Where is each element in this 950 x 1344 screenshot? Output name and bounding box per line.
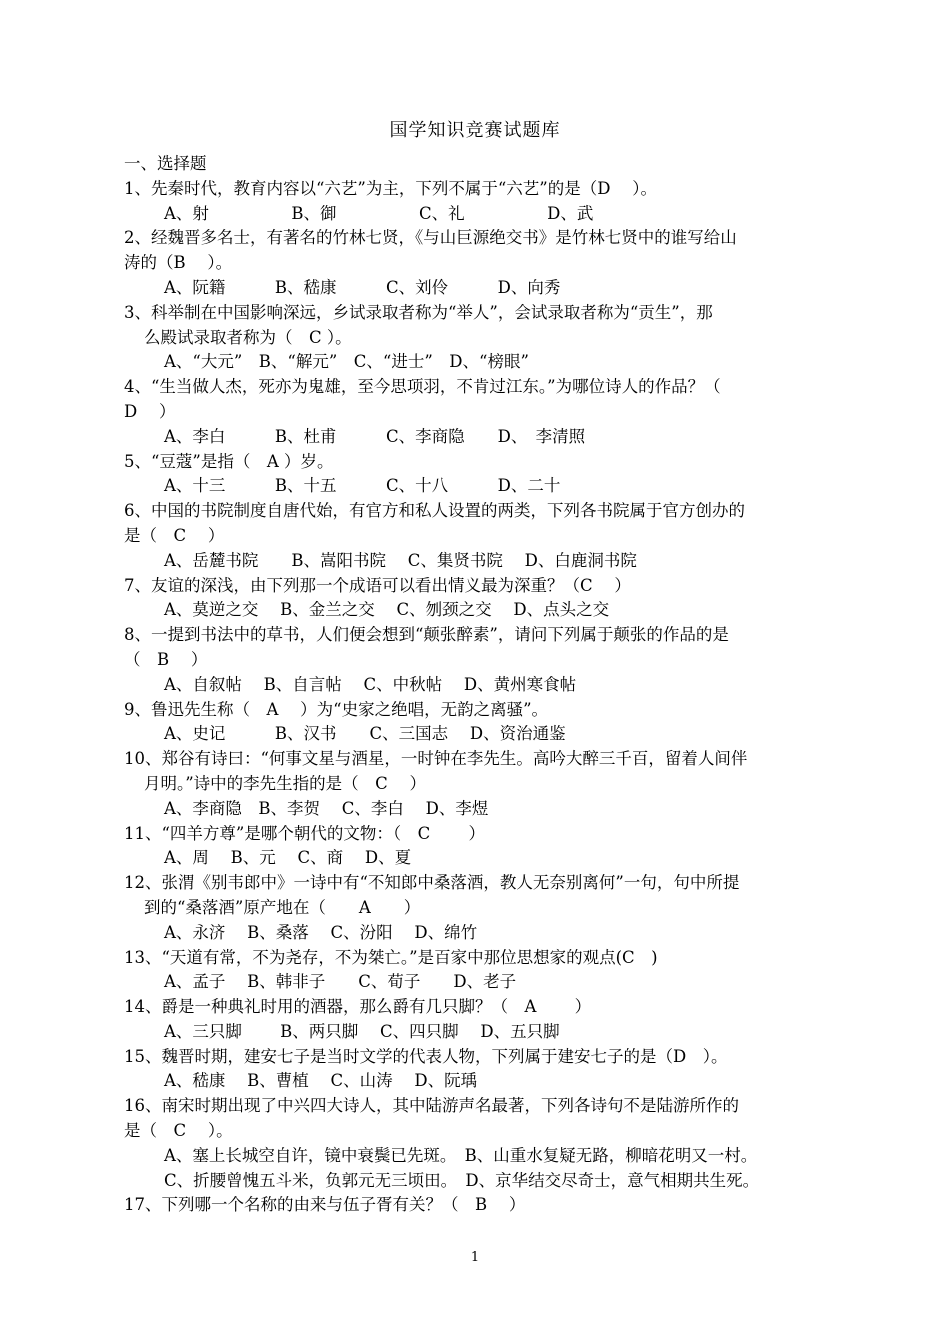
answer-options: A、阮籍 B、嵇康 C、刘伶 D、向秀	[164, 277, 561, 297]
question-text-line: 涛的（B ）。	[124, 253, 233, 273]
question-text-line: 15、魏晋时期，建安七子是当时文学的代表人物，下列属于建安七子的是（D ）。	[124, 1046, 728, 1066]
question-text-line: 11、“四羊方尊”是哪个朝代的文物：（ C ）	[124, 823, 485, 843]
answer-options: A、莫逆之交 B、金兰之交 C、刎颈之交 D、点头之交	[164, 600, 610, 620]
answer-options: A、李商隐 B、李贺 C、李白 D、李煜	[164, 798, 489, 818]
answer-options: A、永济 B、桑落 C、汾阳 D、绵竹	[164, 922, 478, 942]
question-text-line: 6、中国的书院制度自唐代始，有官方和私人设置的两类，下列各书院属于官方创办的	[124, 501, 745, 521]
answer-options: C、折腰曾愧五斗米，负郭元无三顷田。 D、京华结交尽奇士，意气相期共生死。	[164, 1170, 760, 1190]
answer-options: A、“大元” B、“解元” C、“进士” D、“榜眼”	[164, 352, 529, 372]
question-text-line: 一、选择题	[124, 154, 207, 173]
question-text-line: 10、郑谷有诗曰：“何事文星与酒星，一时钟在李先生。高吟大醉三千百，留着人间伴	[124, 749, 748, 769]
answer-options: A、周 B、元 C、商 D、夏	[164, 848, 412, 868]
page-title: 国学知识竞赛试题库	[389, 120, 561, 141]
question-text-line: 7、友谊的深浅，由下列那一个成语可以看出情义最为深重？（C ）	[124, 575, 631, 595]
question-text-line: 8、一提到书法中的草书，人们便会想到“颠张醉素”，请问下列属于颠张的作品的是	[124, 625, 729, 645]
question-text-line: 1、先秦时代，教育内容以“六艺”为主，下列不属于“六艺”的是（D ）。	[124, 178, 657, 198]
answer-options: A、嵇康 B、曹植 C、山涛 D、阮瑀	[164, 1071, 478, 1091]
question-list	[124, 152, 832, 1218]
question-text-line: 13、“天道有常，不为尧存，不为桀亡。”是百家中那位思想家的观点(C )	[124, 947, 658, 967]
question-text-line: 月明。”诗中的李先生指的是（ C ）	[144, 773, 427, 793]
question-text-line: 到的“桑落酒”原产地在（ A ）	[144, 897, 421, 917]
question-text-line: 12、张渭《别韦郎中》一诗中有“不知郎中桑落酒，教人无奈别离何”一句，句中所提	[124, 873, 740, 893]
answer-options: A、史记 B、汉书 C、三国志 D、资治通鉴	[164, 724, 566, 744]
answer-options: A、岳麓书院 B、嵩阳书院 C、集贤书院 D、白鹿洞书院	[164, 550, 637, 570]
answer-options: A、塞上长城空自许，镜中衰鬓已先斑。 B、山重水复疑无路，柳暗花明又一村。	[164, 1145, 758, 1165]
question-text-line: 4、“生当做人杰，死亦为鬼雄，至今思项羽，不肯过江东。”为哪位诗人的作品？（	[124, 377, 721, 397]
question-text-line: 是（ C ）。	[124, 1121, 233, 1141]
answer-options: A、十三 B、十五 C、十八 D、二十	[164, 476, 561, 496]
answer-options: A、自叙帖 B、自言帖 C、中秋帖 D、黄州寒食帖	[164, 674, 577, 694]
question-text-line: 9、鲁迅先生称（ A ）为“史家之绝唱，无韵之离骚”。	[124, 699, 549, 719]
question-text-line: 16、南宋时期出现了中兴四大诗人，其中陆游声名最著，下列各诗句不是陆游所作的	[124, 1096, 739, 1116]
question-text-line: 17、下列哪一个名称的由来与伍子胥有关？（ B ）	[124, 1195, 526, 1215]
question-text-line: 3、科举制在中国影响深远，乡试录取者称为“举人”，会试录取者称为“贡生”，那	[124, 302, 713, 322]
question-text-line: 2、经魏晋多名士，有著名的竹林七贤，《与山巨源绝交书》是竹林七贤中的谁写给山	[124, 228, 737, 248]
question-text-line: 5、“豆蔻”是指（ A ）岁。	[124, 451, 334, 471]
question-text-line: 么殿试录取者称为（ C ）。	[144, 327, 352, 347]
answer-options: A、李白 B、杜甫 C、李商隐 D、 李清照	[164, 426, 586, 446]
page-number: 1	[470, 1250, 480, 1265]
question-text-line: （ B ）	[124, 649, 208, 669]
question-text-line: D ）	[124, 401, 176, 421]
answer-options: A、三只脚 B、两只脚 C、四只脚 D、五只脚	[164, 1021, 560, 1041]
answer-options: A、射 B、御 C、礼 D、武	[164, 203, 594, 223]
question-text-line: 是（ C ）	[124, 525, 225, 545]
answer-options: A、孟子 B、韩非子 C、荀子 D、老子	[164, 972, 517, 992]
question-text-line: 14、爵是一种典礼时用的酒器，那么爵有几只脚？（ A ）	[124, 997, 592, 1017]
